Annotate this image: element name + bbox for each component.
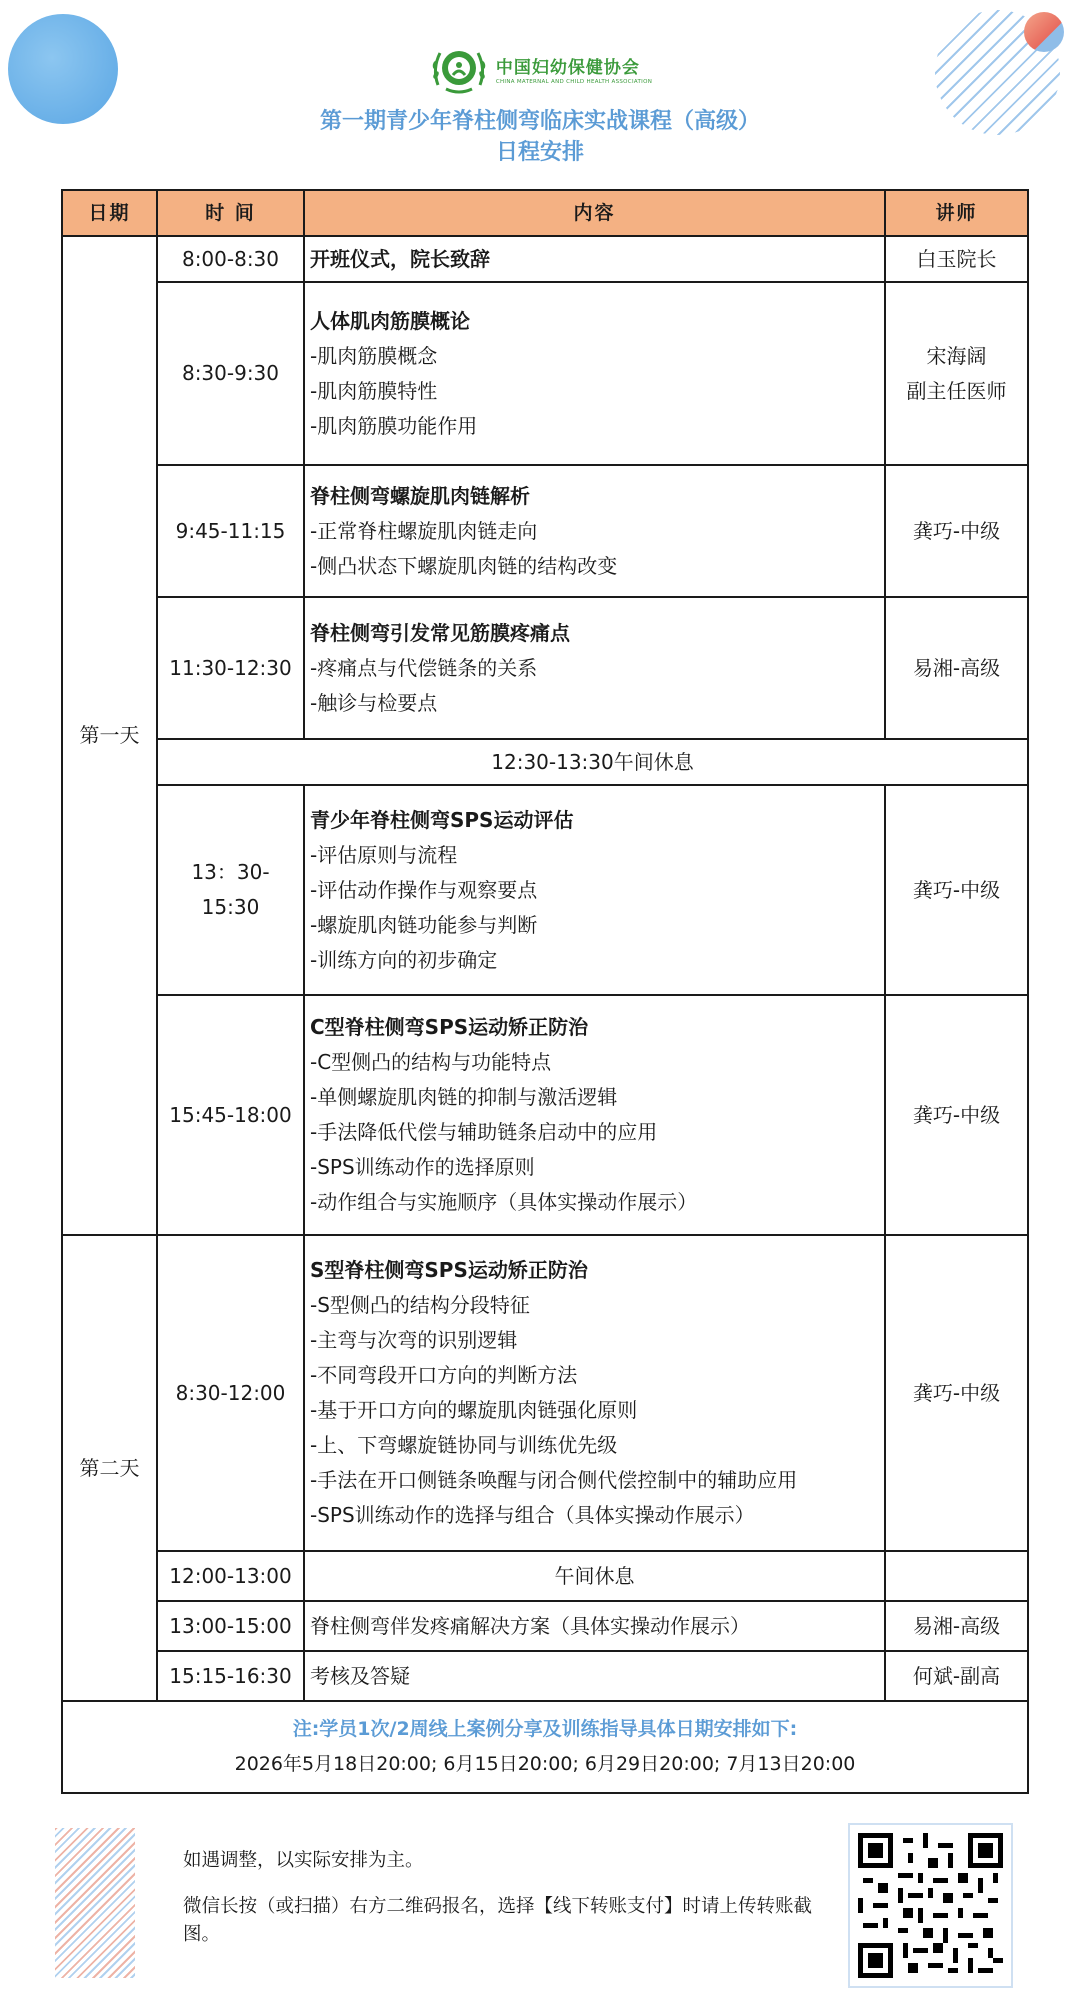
session-item: -螺旋肌肉链功能参与判断 xyxy=(310,912,538,937)
table-row xyxy=(62,1235,1028,1551)
schedule-table xyxy=(61,189,1029,1794)
session-item: -不同弯段开口方向的判断方法 xyxy=(310,1363,578,1387)
lecturer-cell: 易湘-高级 xyxy=(885,1601,1028,1651)
header-content: 内容 xyxy=(304,190,885,236)
footer-adjust-note: 如遇调整，以实际安排为主。 xyxy=(183,1850,424,1871)
org-name-en: CHINA MATERNAL AND CHILD HEALTH ASSOCIATION xyxy=(495,79,653,85)
lunch-break-cell: 12:30-13:30午间休息 xyxy=(157,739,1028,785)
session-title: C型脊柱侧弯SPS运动矫正防治 xyxy=(310,1015,589,1039)
page-title-line2: 日程安排 xyxy=(495,140,584,165)
online-session-note xyxy=(62,1701,1028,1793)
session-item: -动作组合与实施顺序（具体实操动作展示） xyxy=(310,1190,698,1214)
lecturer-cell: 龚巧-中级 xyxy=(885,465,1028,597)
session-item: -手法降低代偿与辅助链条启动中的应用 xyxy=(310,1120,658,1144)
session-item: -单侧螺旋肌肉链的抑制与激活逻辑 xyxy=(310,1085,618,1109)
time-cell: 12:00-13:00 xyxy=(157,1551,304,1601)
time-cell: 8:00-8:30 xyxy=(157,236,304,282)
session-item: -手法在开口侧链条唤醒与闭合侧代偿控制中的辅助应用 xyxy=(310,1468,798,1492)
lecturer-cell: 龚巧-中级 xyxy=(885,785,1028,995)
qr-code-icon[interactable] xyxy=(858,1833,1003,1978)
session-title: 脊柱侧弯引发常见筋膜疼痛点 xyxy=(310,620,570,645)
lecturer-cell: 何斌-副高 xyxy=(885,1651,1028,1701)
table-row-break xyxy=(62,739,1028,785)
session-content xyxy=(304,597,885,739)
footer-text xyxy=(183,1847,833,1967)
session-item: -肌肉筋膜特性 xyxy=(310,378,438,403)
time-cell: 15:15-16:30 xyxy=(157,1651,304,1701)
lecturer-cell xyxy=(885,1551,1028,1601)
time-cell: 9:45-11:15 xyxy=(157,465,304,597)
session-item: -上、下弯螺旋链协同与训练优先级 xyxy=(310,1433,618,1457)
session-item: -疼痛点与代偿链条的关系 xyxy=(310,655,538,680)
decorative-stripes-bottom-left-blue xyxy=(55,1828,135,1978)
lecturer-cell: 易湘-高级 xyxy=(885,597,1028,739)
session-content xyxy=(304,465,885,597)
session-item: -肌肉筋膜概念 xyxy=(310,343,438,368)
lecturer-cell: 龚巧-中级 xyxy=(885,1235,1028,1551)
qr-code[interactable] xyxy=(848,1823,1013,1988)
day2-cell: 第二天 xyxy=(62,1235,157,1701)
header-time: 时 间 xyxy=(157,190,304,236)
session-item: -S型侧凸的结构分段特征 xyxy=(310,1293,530,1317)
session-item: -C型侧凸的结构与功能特点 xyxy=(310,1050,552,1074)
lunch-break-cell: 午间休息 xyxy=(304,1551,885,1601)
table-note-row xyxy=(62,1701,1028,1793)
session-content xyxy=(304,282,885,465)
time-cell: 8:30-12:00 xyxy=(157,1235,304,1551)
session-text: 脊柱侧弯伴发疼痛解决方案（具体实操动作展示） xyxy=(304,1601,885,1651)
table-row xyxy=(62,785,1028,995)
session-content xyxy=(304,1235,885,1551)
page-title xyxy=(0,106,1080,168)
session-content xyxy=(304,995,885,1235)
table-row xyxy=(62,236,1028,282)
day1-cell: 第一天 xyxy=(62,236,157,1235)
session-item: -评估原则与流程 xyxy=(310,842,458,867)
page-title-line1: 第一期青少年脊柱侧弯临床实战课程（高级） xyxy=(319,109,760,134)
table-row xyxy=(62,465,1028,597)
table-row xyxy=(62,1551,1028,1601)
header-lecturer: 讲师 xyxy=(885,190,1028,236)
header-date: 日期 xyxy=(62,190,157,236)
note-title: 注:学员1次/2周线上案例分享及训练指导具体日期安排如下: xyxy=(292,1718,798,1740)
lecturer-cell: 宋海阔 副主任医师 xyxy=(885,282,1028,465)
table-header-row xyxy=(62,190,1028,236)
session-title: 人体肌肉筋膜概论 xyxy=(310,308,470,333)
table-row xyxy=(62,995,1028,1235)
lecturer-cell: 龚巧-中级 xyxy=(885,995,1028,1235)
footer-signup-instructions: 微信长按（或扫描）右方二维码报名，选择【线下转账支付】时请上传转账截图。 xyxy=(183,1896,813,1945)
table-row xyxy=(62,1651,1028,1701)
time-cell: 11:30-12:30 xyxy=(157,597,304,739)
time-cell: 15:45-18:00 xyxy=(157,995,304,1235)
session-item: -正常脊柱螺旋肌肉链走向 xyxy=(310,518,538,543)
session-item: -肌肉筋膜功能作用 xyxy=(310,413,478,438)
session-item: -触诊与检要点 xyxy=(310,690,438,715)
org-name xyxy=(496,53,652,85)
session-item: -SPS训练动作的选择与组合（具体实操动作展示） xyxy=(310,1503,755,1527)
session-title: 青少年脊柱侧弯SPS运动评估 xyxy=(310,807,574,832)
session-item: -SPS训练动作的选择原则 xyxy=(310,1155,535,1179)
session-title: 开班仪式，院长致辞 xyxy=(304,236,885,282)
page-header xyxy=(0,40,1080,168)
time-cell: 8:30-9:30 xyxy=(157,282,304,465)
session-item: -基于开口方向的螺旋肌肉链强化原则 xyxy=(310,1398,638,1422)
session-item: -侧凸状态下螺旋肌肉链的结构改变 xyxy=(310,553,618,578)
table-row xyxy=(62,597,1028,739)
time-cell: 13：30- 15:30 xyxy=(157,785,304,995)
session-item: -训练方向的初步确定 xyxy=(310,947,498,972)
session-title: 脊柱侧弯螺旋肌肉链解析 xyxy=(310,483,530,508)
table-row xyxy=(62,1601,1028,1651)
session-title: S型脊柱侧弯SPS运动矫正防治 xyxy=(310,1258,588,1282)
table-row xyxy=(62,282,1028,465)
session-item: -评估动作操作与观察要点 xyxy=(310,877,538,902)
org-logo-row xyxy=(0,40,1080,98)
lecturer-cell: 白玉院长 xyxy=(885,236,1028,282)
note-dates: 2026年5月18日20:00; 6月15日20:00; 6月29日20:00; 7月13日20:00 xyxy=(234,1753,856,1775)
session-content xyxy=(304,785,885,995)
session-item: -主弯与次弯的识别逻辑 xyxy=(310,1328,518,1352)
mchia-emblem-icon xyxy=(428,41,490,97)
time-cell: 13:00-15:00 xyxy=(157,1601,304,1651)
session-text: 考核及答疑 xyxy=(304,1651,885,1701)
org-name-cn: 中国妇幼保健协会 xyxy=(495,58,640,78)
